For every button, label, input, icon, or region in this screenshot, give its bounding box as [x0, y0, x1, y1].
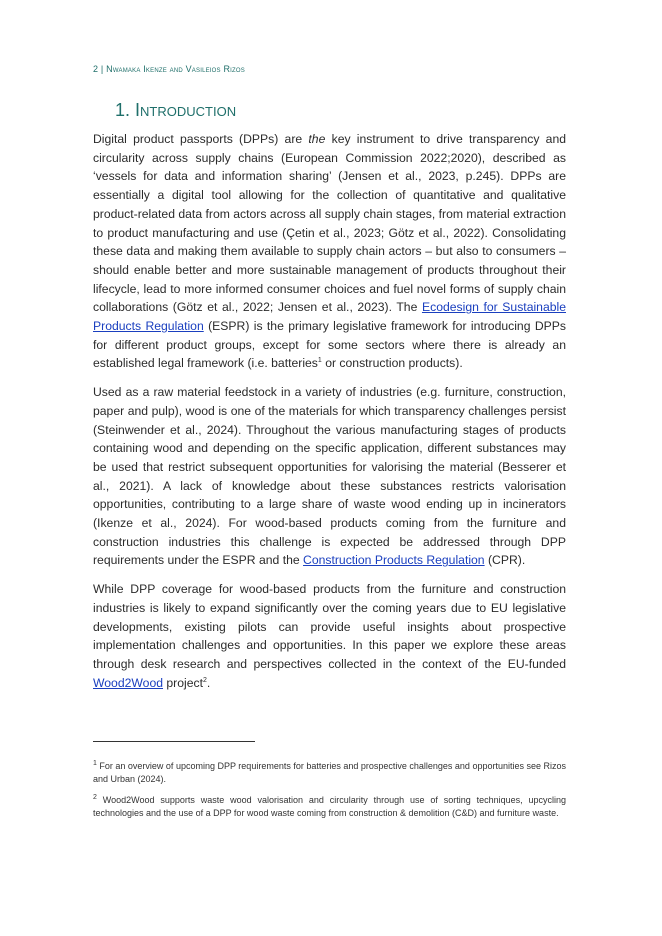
- footnote-1-mark: 1: [93, 760, 97, 767]
- espr-link[interactable]: Ecodesign for Sustainable Products Regulation: [93, 300, 566, 334]
- p1-emphasis: the: [308, 132, 326, 146]
- p3-text-b: project: [163, 675, 203, 690]
- p3-text-c: .: [206, 675, 211, 690]
- p2-text-b: (CPR).: [484, 553, 526, 568]
- paragraph-2: [93, 383, 566, 570]
- footnote-rule: [93, 741, 255, 742]
- paragraph-3: [93, 580, 566, 692]
- p1-text-b: key instrument to drive transparency and circularity across supply chains (European Commission 2022;2020), described as ‘vessels for data and information sharing’ (Jensen et al., 2023, p.245). DPPs are essentially a digital tool allowing for the collection of quantitative and qualitative product-related data from actors across all supply chain stages, from material extraction to product manufacturing and use (Çetin et al., 2023; Götz et al., 2022). Consolidating these data and making them available to supply chain actors – but also to consumers – should enable better and more sustainable management of products throughout their lifecycle, lead to more informed consumer choices and fuel novel forms of supply chain collaborations (Götz et al., 2022; Jensen et al., 2023). The: [93, 132, 567, 315]
- p3-text-a: While DPP coverage for wood-based products from the furniture and construction industries is likely to expand significantly over the coming years due to EU legislative developments, existing pilots can provide useful insights about prospective implementation challenges and opportunities. In this paper we explore these areas through desk research and perspectives collected in the context of the EU-funded: [93, 582, 566, 671]
- section-title: Introduction: [135, 100, 237, 120]
- page-number: 2: [93, 64, 99, 74]
- running-header: [93, 64, 245, 74]
- footnote-ref-2[interactable]: 2: [202, 676, 207, 684]
- header-authors: Nwamaka Ikenze and Vasileios Rizos: [106, 64, 245, 74]
- section-number: 1.: [115, 100, 131, 120]
- body-text: [93, 130, 566, 702]
- p2-text-a: Used as a raw material feedstock in a variety of industries (e.g. furniture, construction, paper and pulp), wood is one of the materials for which transparency challenges persist (Steinwender et al., 2024). Throughout the various manufacturing stages of products containing wood and depending on the specific application, different substances may be used that restrict subsequent opportunities for valorising the material (Besserer et al., 2021). A lack of knowledge about these substances restricts valorisation opportunities, contributing to a large share of waste wood ending up in incinerators (Ikenze et al., 2024). For wood-based products coming from the furniture and construction industries this challenge is expected be addressed through DPP requirements under the ESPR and the: [93, 385, 566, 568]
- footnote-ref-1[interactable]: 1: [317, 357, 322, 365]
- section-heading: [115, 100, 236, 121]
- wood2wood-link[interactable]: Wood2Wood: [93, 675, 164, 690]
- footnote-2-mark: 2: [93, 794, 97, 801]
- footnote-2: [93, 794, 566, 819]
- footnote-2-text: Wood2Wood supports waste wood valorisation and circularity through use of sorting techniques, upcycling technologies and the use of a DPP for wood waste coming from construction & demolition (C&D) and furniture waste.: [93, 795, 566, 818]
- p1-text-a: Digital product passports (DPPs) are: [93, 132, 309, 146]
- header-separator: |: [100, 64, 104, 74]
- paragraph-1: [93, 130, 566, 373]
- p1-text-c: (ESPR) is the primary legislative framework for introducing DPPs for different product groups, except for some sectors where there is already an established legal framework (i.e. batteries: [93, 319, 566, 371]
- p1-text-d: or construction products).: [321, 356, 463, 371]
- footnote-1: [93, 760, 566, 785]
- footnote-1-text: For an overview of upcoming DPP requirements for batteries and prospective challenges and opportunities see Rizos and Urban (2024).: [93, 761, 566, 784]
- cpr-link[interactable]: Construction Products Regulation: [303, 553, 485, 568]
